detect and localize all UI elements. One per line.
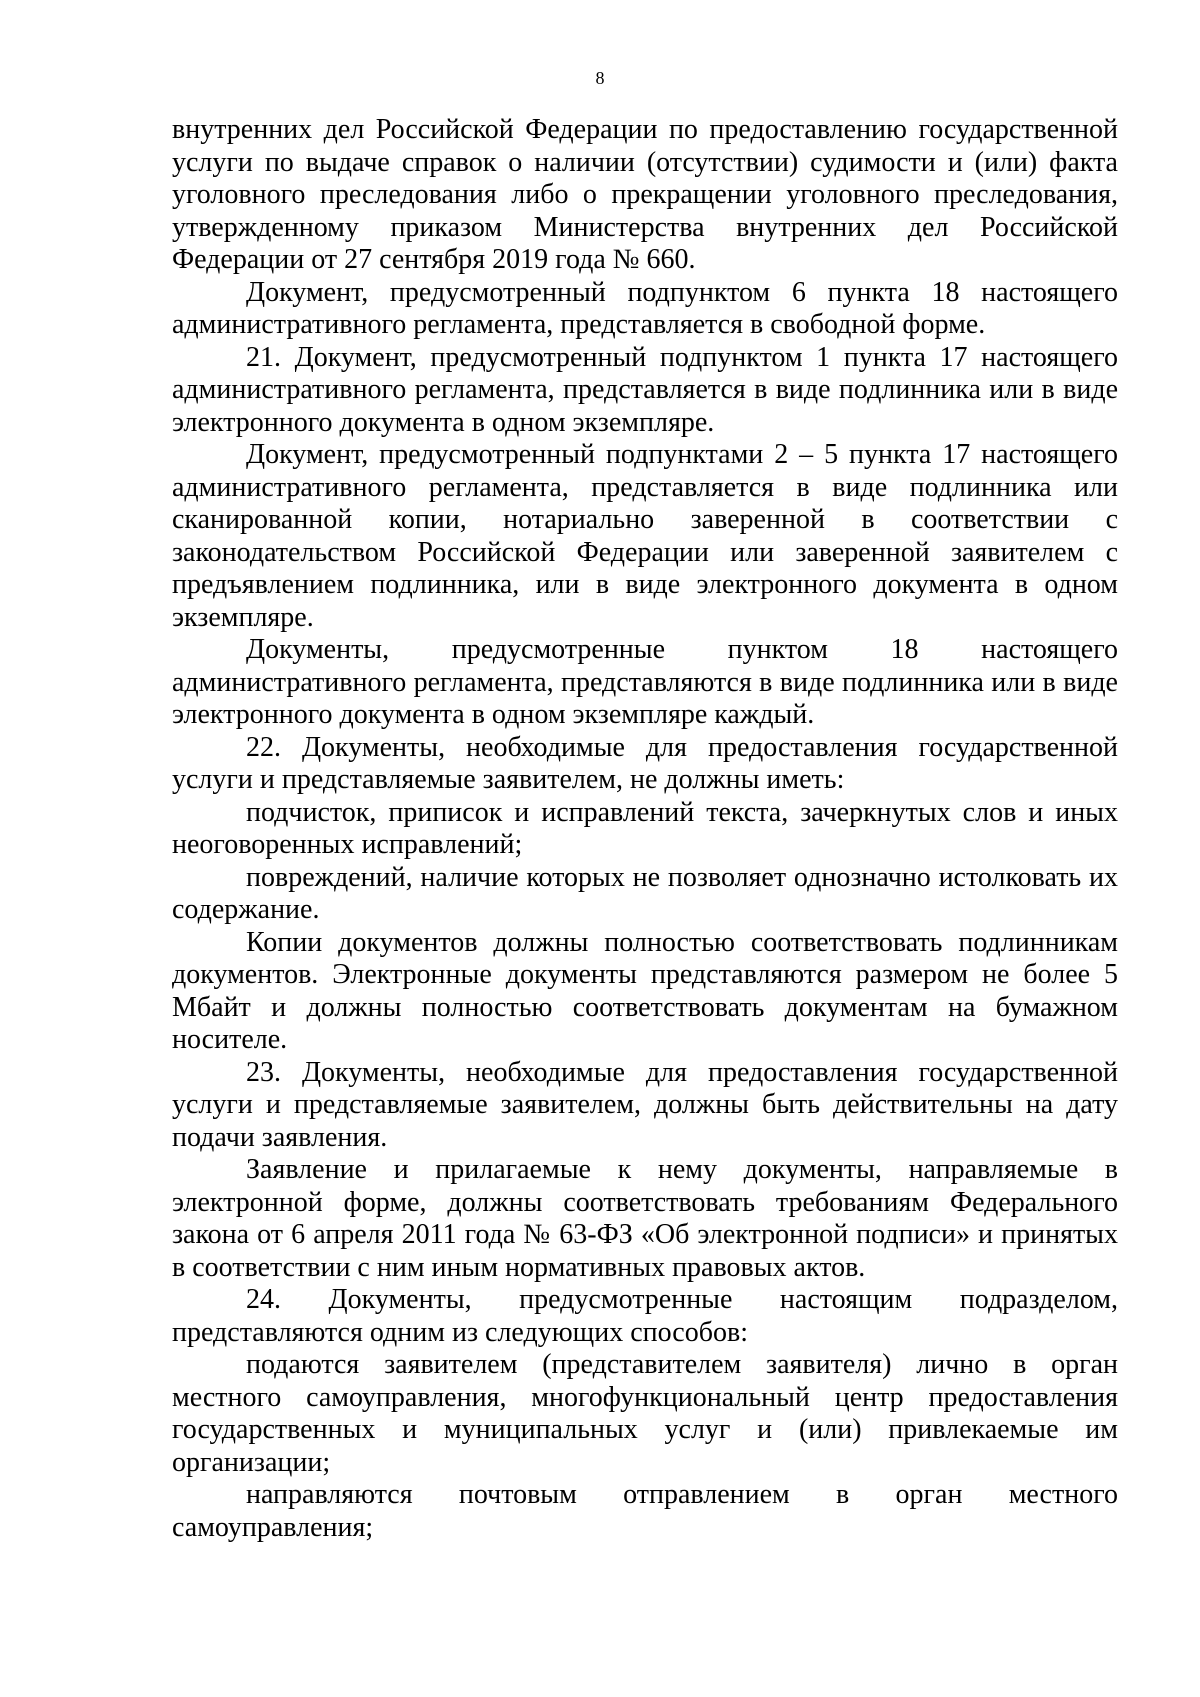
paragraph: подаются заявителем (представителем заявителя) лично в орган местного самоуправления, многофункциональный центр предоставления государственных и муниципальных услуг и (или) привлекаемые им организации; [172,1349,1118,1478]
paragraph: 24. Документы, предусмотренные настоящим подразделом, представляются одним из следующих способов: [172,1284,1118,1348]
paragraph: Документ, предусмотренный подпунктами 2 – 5 пункта 17 настоящего административного регламента, представляется в виде подлинника или сканированной копии, нотариально заверенной в соответствии с законодательством Российской Федерации или заверенной заявителем с предъявлением подлинника, или в виде электронного документа в одном экземпляре. [172,439,1118,633]
paragraph: Заявление и прилагаемые к нему документы, направляемые в электронной форме, должны соответствовать требованиям Федерального закона от 6 апреля 2011 года № 63-ФЗ «Об электронной подписи» и принятых в соответствии с ним иным нормативных правовых актов. [172,1154,1118,1283]
page-number: 8 [595,68,605,88]
document-body [172,114,1118,1544]
paragraph: направляются почтовым отправлением в орган местного самоуправления; [172,1479,1118,1543]
paragraph: Копии документов должны полностью соответствовать подлинникам документов. Электронные документы представляются размером не более 5 Мбайт и должны полностью соответствовать документам на бумажном носителе. [172,926,1118,1055]
paragraph: повреждений, наличие которых не позволяет однозначно истолковать их содержание. [172,861,1118,925]
paragraph: подчисток, приписок и исправлений текста, зачеркнутых слов и иных неоговоренных исправлений; [172,796,1118,860]
paragraph: Документы, предусмотренные пунктом 18 настоящего административного регламента, представляются в виде подлинника или в виде электронного документа в одном экземпляре каждый. [172,634,1118,730]
paragraph: 21. Документ, предусмотренный подпунктом 1 пункта 17 настоящего административного регламента, представляется в виде подлинника или в виде электронного документа в одном экземпляре. [172,341,1118,438]
paragraph: Документ, предусмотренный подпунктом 6 пункта 18 настоящего административного регламента, представляется в свободной форме. [172,276,1118,340]
paragraph: 22. Документы, необходимые для предоставления государственной услуги и представляемые заявителем, не должны иметь: [172,731,1118,795]
paragraph: внутренних дел Российской Федерации по предоставлению государственной услуги по выдаче справок о наличии (отсутствии) судимости и (или) факта уголовного преследования либо о прекращении уголовного преследования, утвержденному приказом Министерства внутренних дел Российской Федерации от 27 сентября 2019 года № 660. [172,114,1118,275]
paragraph: 23. Документы, необходимые для предоставления государственной услуги и представляемые заявителем, должны быть действительны на дату подачи заявления. [172,1056,1118,1153]
